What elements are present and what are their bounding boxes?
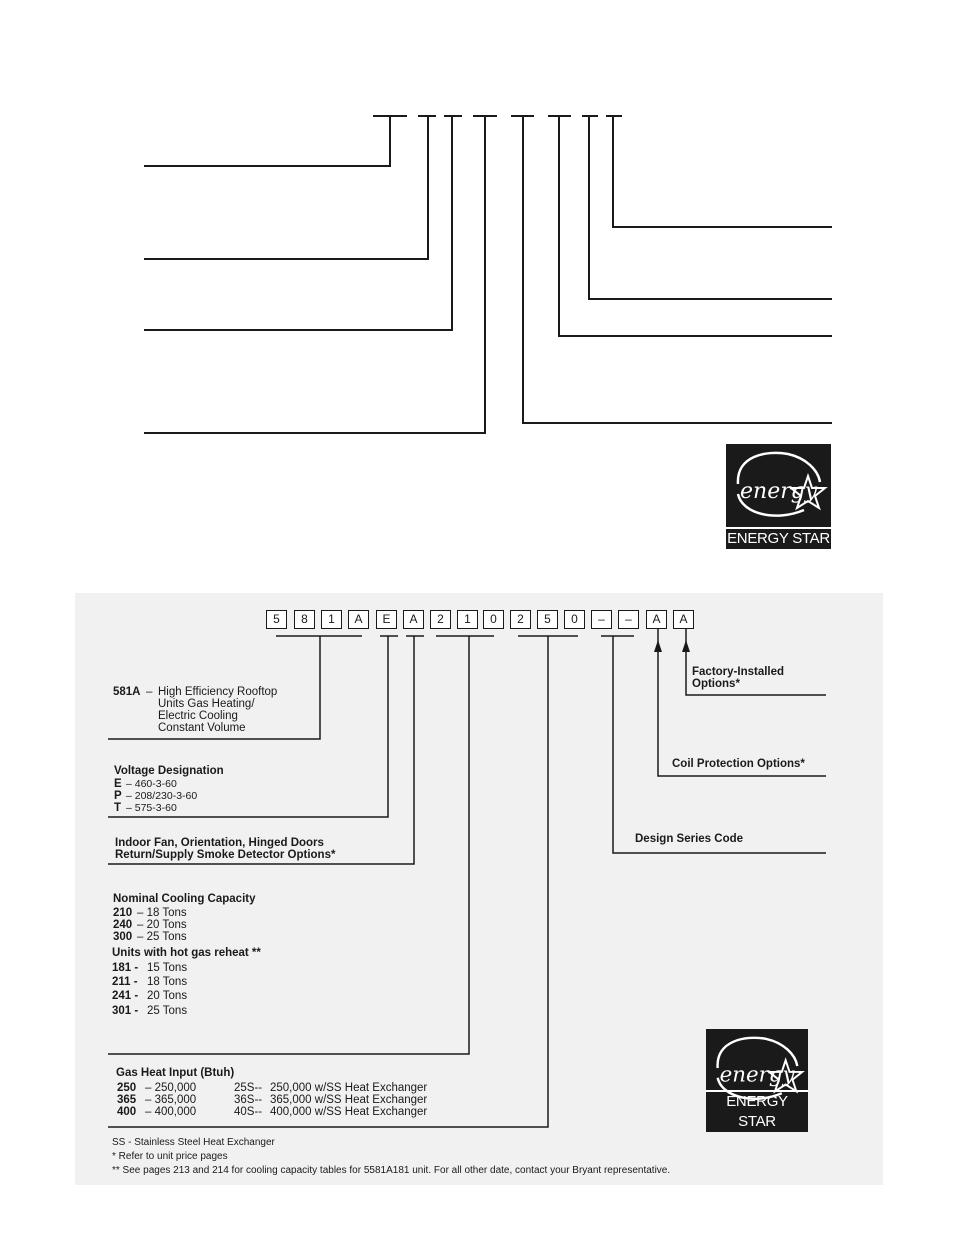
footnote: ** See pages 213 and 214 for cooling capacity tables for 5581A181 unit. For all other date, contact your Bryant representative.	[112, 1165, 671, 1176]
cooling-code: 300	[113, 931, 133, 943]
svg-text:energy: energy	[719, 1062, 795, 1088]
reheat-code: 181 -	[112, 962, 139, 974]
code-box: E	[376, 610, 397, 629]
gas-heat-ss-code: 25S--	[234, 1082, 263, 1094]
gas-heat-title: Gas Heat Input (Btuh)	[116, 1067, 235, 1079]
code-box: 0	[483, 610, 504, 629]
reheat-text: 20 Tons	[147, 990, 188, 1002]
factory-options-label: Options*	[692, 678, 740, 690]
code-box: 8	[294, 610, 315, 629]
voltage-text: – 460-3-60	[126, 778, 177, 790]
code-box: 5	[537, 610, 558, 629]
voltage-code: P	[114, 790, 122, 802]
voltage-text: – 208/230-3-60	[126, 790, 198, 802]
cooling-code: 240	[113, 919, 133, 931]
energy-star-logo-bottom	[706, 1029, 808, 1132]
gas-heat-ss-text: 250,000 w/SS Heat Exchanger	[270, 1082, 428, 1094]
unit-type-line: Electric Cooling	[158, 710, 238, 722]
logo-caption: ENERGY STAR	[726, 527, 831, 549]
unit-type-line: High Efficiency Rooftop	[158, 686, 278, 698]
energy-star-icon	[726, 444, 831, 526]
unit-type-dash: –	[146, 686, 153, 698]
gas-heat-code: 365	[117, 1094, 137, 1106]
gas-heat-value: – 400,000	[145, 1106, 197, 1118]
indoor-fan-line: Return/Supply Smoke Detector Options*	[115, 849, 336, 861]
gas-heat-value: – 250,000	[145, 1082, 197, 1094]
logo-caption: ENERGY STAR	[706, 1090, 808, 1132]
unit-type-code: 581A	[113, 686, 141, 698]
unit-type-line: Constant Volume	[158, 722, 246, 734]
code-box: 2	[430, 610, 451, 629]
reheat-title: Units with hot gas reheat **	[112, 947, 261, 959]
voltage-title: Voltage Designation	[114, 765, 224, 777]
cooling-title: Nominal Cooling Capacity	[113, 893, 256, 905]
svg-text:energy: energy	[740, 479, 818, 504]
energy-star-logo-top	[726, 444, 831, 549]
design-series-label: Design Series Code	[635, 833, 744, 845]
gas-heat-ss-code: 40S--	[234, 1106, 263, 1118]
code-box: 2	[510, 610, 531, 629]
reheat-code: 301 -	[112, 1005, 139, 1017]
code-box: A	[673, 610, 694, 629]
code-box: A	[403, 610, 424, 629]
cooling-text: – 20 Tons	[137, 919, 187, 931]
gas-heat-code: 250	[117, 1082, 137, 1094]
reheat-text: 25 Tons	[147, 1005, 188, 1017]
code-box: A	[646, 610, 667, 629]
code-box: A	[348, 610, 369, 629]
voltage-text: – 575-3-60	[126, 802, 177, 814]
cooling-code: 210	[113, 907, 133, 919]
factory-options-label: Factory-Installed	[692, 666, 785, 678]
voltage-code: E	[114, 778, 122, 790]
code-box: 5	[266, 610, 287, 629]
code-box: 0	[564, 610, 585, 629]
cooling-text: – 18 Tons	[137, 907, 187, 919]
gas-heat-value: – 365,000	[145, 1094, 197, 1106]
gas-heat-ss-text: 400,000 w/SS Heat Exchanger	[270, 1106, 428, 1118]
code-box: –	[618, 610, 639, 629]
gas-heat-ss-code: 36S--	[234, 1094, 263, 1106]
cooling-text: – 25 Tons	[137, 931, 187, 943]
coil-protection-label: Coil Protection Options*	[672, 758, 805, 770]
footnote: SS - Stainless Steel Heat Exchanger	[112, 1137, 275, 1148]
gas-heat-ss-text: 365,000 w/SS Heat Exchanger	[270, 1094, 428, 1106]
indoor-fan-line: Indoor Fan, Orientation, Hinged Doors	[115, 837, 324, 849]
gas-heat-code: 400	[117, 1106, 137, 1118]
code-box: 1	[457, 610, 478, 629]
reheat-text: 15 Tons	[147, 962, 188, 974]
voltage-code: T	[114, 802, 122, 814]
reheat-code: 241 -	[112, 990, 139, 1002]
code-box: –	[591, 610, 612, 629]
unit-type-line: Units Gas Heating/	[158, 698, 255, 710]
reheat-code: 211 -	[112, 976, 138, 988]
code-box: 1	[321, 610, 342, 629]
footnote: * Refer to unit price pages	[112, 1151, 228, 1162]
reheat-text: 18 Tons	[147, 976, 188, 988]
